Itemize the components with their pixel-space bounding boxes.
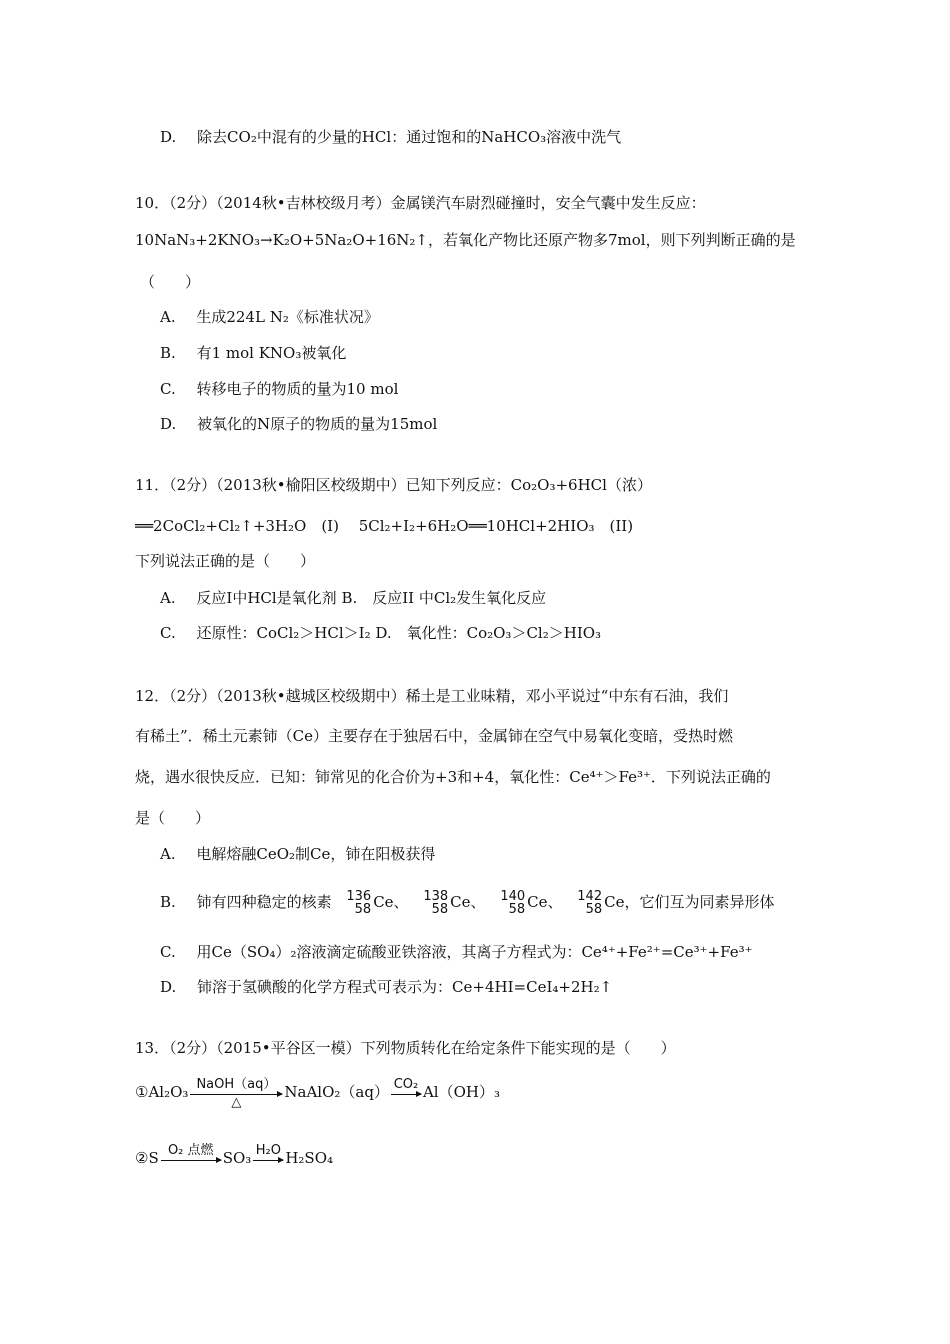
option-label: D. [160,128,177,146]
arrow-condition: O₂ 点燃 [167,1142,214,1158]
q10-option-a [160,307,379,327]
q12-option-d [160,977,612,997]
arrow-condition: NaOH（aq） [196,1076,277,1092]
q12-line-1: 12．（2分）（2013秋•越城区校级期中）稀土是工业味精，邓小平说过“中东有石油，我们 [135,687,729,705]
option-label: B. [160,344,176,362]
pathway-end: Al（OH）₃ [422,1083,500,1101]
pathway-intermediate: NaAlO₂（aq） [284,1083,389,1101]
reaction-arrow [190,1078,282,1109]
option-label: A. [160,845,176,863]
q10-option-d [160,414,437,434]
q13-pathway-2 [135,1138,333,1178]
nuclide-symbol: Ce、 [527,893,563,911]
nuclide-ce-142 [577,889,775,917]
mass-number: 140 [500,889,526,904]
nuclide-ce-140 [500,889,567,917]
option-text: 反应I中HCl是氧化剂 B. 反应II 中Cl₂发生氧化反应 [196,589,547,607]
q12-line-3: 烧，遇水很快反应．已知：铈常见的化合价为+3和+4，氧化性：Ce⁴⁺＞Fe³⁺．下列说法正确的 [135,768,771,786]
option-text: 电解熔融CeO₂制Ce，铈在阳极获得 [196,845,436,863]
atomic-number: 58 [431,902,449,917]
reaction-arrow [391,1078,421,1109]
atomic-number: 58 [354,902,372,917]
heat-symbol: △ [231,1094,242,1110]
pathway-start: ①Al₂O₃ [135,1083,189,1101]
q13-pathway-1 [135,1072,500,1112]
option-text: 还原性：CoCl₂＞HCl＞I₂ D. 氧化性：Co₂O₃＞Cl₂＞HIO₃ [196,624,602,642]
nuclide-symbol: Ce，它们互为同素异形体 [604,893,775,911]
atomic-number: 58 [508,902,526,917]
q10-head: 10．（2分）（2014秋•吉林校级月考）金属镁汽车尉烈碰撞时，安全气囊中发生反应： [135,194,706,212]
atomic-number: 58 [585,902,603,917]
mass-number: 138 [423,889,449,904]
q10-paren: （ ） [140,273,201,291]
option-text: 用Ce（SO₄）₂溶液滴定硫酸亚铁溶液，其离子方程式为：Ce⁴⁺+Fe²⁺=Ce³⁺+Fe³⁺ [196,943,753,961]
option-label: C. [160,943,176,961]
q10-option-c [160,379,398,399]
reaction-arrow [161,1144,221,1175]
arrow-condition: CO₂ [393,1076,419,1092]
q10-option-b [160,343,346,363]
mass-number: 142 [577,889,603,904]
q12-option-a [160,844,435,864]
reaction-arrow [253,1144,283,1175]
option-label: A. [160,308,176,326]
nuclide-ce-138 [423,889,490,917]
q9-option-d [160,127,621,147]
option-label: C. [160,380,176,398]
option-label: A. [160,589,176,607]
q12-line-2: 有稀土”．稀土元素铈（Ce）主要存在于独居石中，金属铈在空气中易氧化变暗，受热时燃 [135,727,734,745]
option-label: B. [160,893,176,911]
option-text: 被氧化的N原子的物质的量为15mol [197,415,438,433]
nuclide-ce-136 [346,889,413,917]
option-text: 转移电子的物质的量为10 mol [196,380,399,398]
q11-options-row1 [160,588,546,608]
pathway-end: H₂SO₄ [285,1149,334,1167]
option-text: 有1 mol KNO₃被氧化 [196,344,347,362]
q11-reactions: ══2CoCl₂+Cl₂↑+3H₂O (I) 5Cl₂+I₂+6H₂O══10HCl+2HIO₃ (II) [135,517,634,535]
arrow-condition: H₂O [255,1142,281,1158]
q12-option-c [160,942,753,962]
option-label: D. [160,978,177,996]
mass-number: 136 [346,889,372,904]
option-text: 铈溶于氢碘酸的化学方程式可表示为：Ce+4HI=CeI₄+2H₂↑ [197,978,613,996]
q10-equation: 10NaN₃+2KNO₃→K₂O+5Na₂O+16N₂↑，若氧化产物比还原产物多7mol，则下列判断正确的是 [135,231,796,249]
option-label: D. [160,415,177,433]
pathway-intermediate: SO₃ [222,1149,252,1167]
option-text-prefix: 铈有四种稳定的核素 [196,893,332,911]
q11-head: 11．（2分）（2013秋•榆阳区校级期中）已知下列反应：Co₂O₃+6HCl（浓） [135,476,652,494]
pathway-start: ②S [135,1149,159,1167]
option-label: C. [160,624,176,642]
option-text: 除去CO₂中混有的少量的HCl：通过饱和的NaHCO₃溶液中洗气 [197,128,622,146]
q11-options-row2 [160,623,601,643]
q11-stem: 下列说法正确的是（ ） [135,552,316,570]
option-text: 生成224L N₂《标准状况》 [196,308,379,326]
nuclide-symbol: Ce、 [450,893,486,911]
nuclide-symbol: Ce、 [373,893,409,911]
q13-head: 13．（2分）（2015•平谷区一模）下列物质转化在给定条件下能实现的是（ ） [135,1039,676,1057]
q12-line-4: 是（ ） [135,809,211,827]
q12-option-b [160,884,774,920]
